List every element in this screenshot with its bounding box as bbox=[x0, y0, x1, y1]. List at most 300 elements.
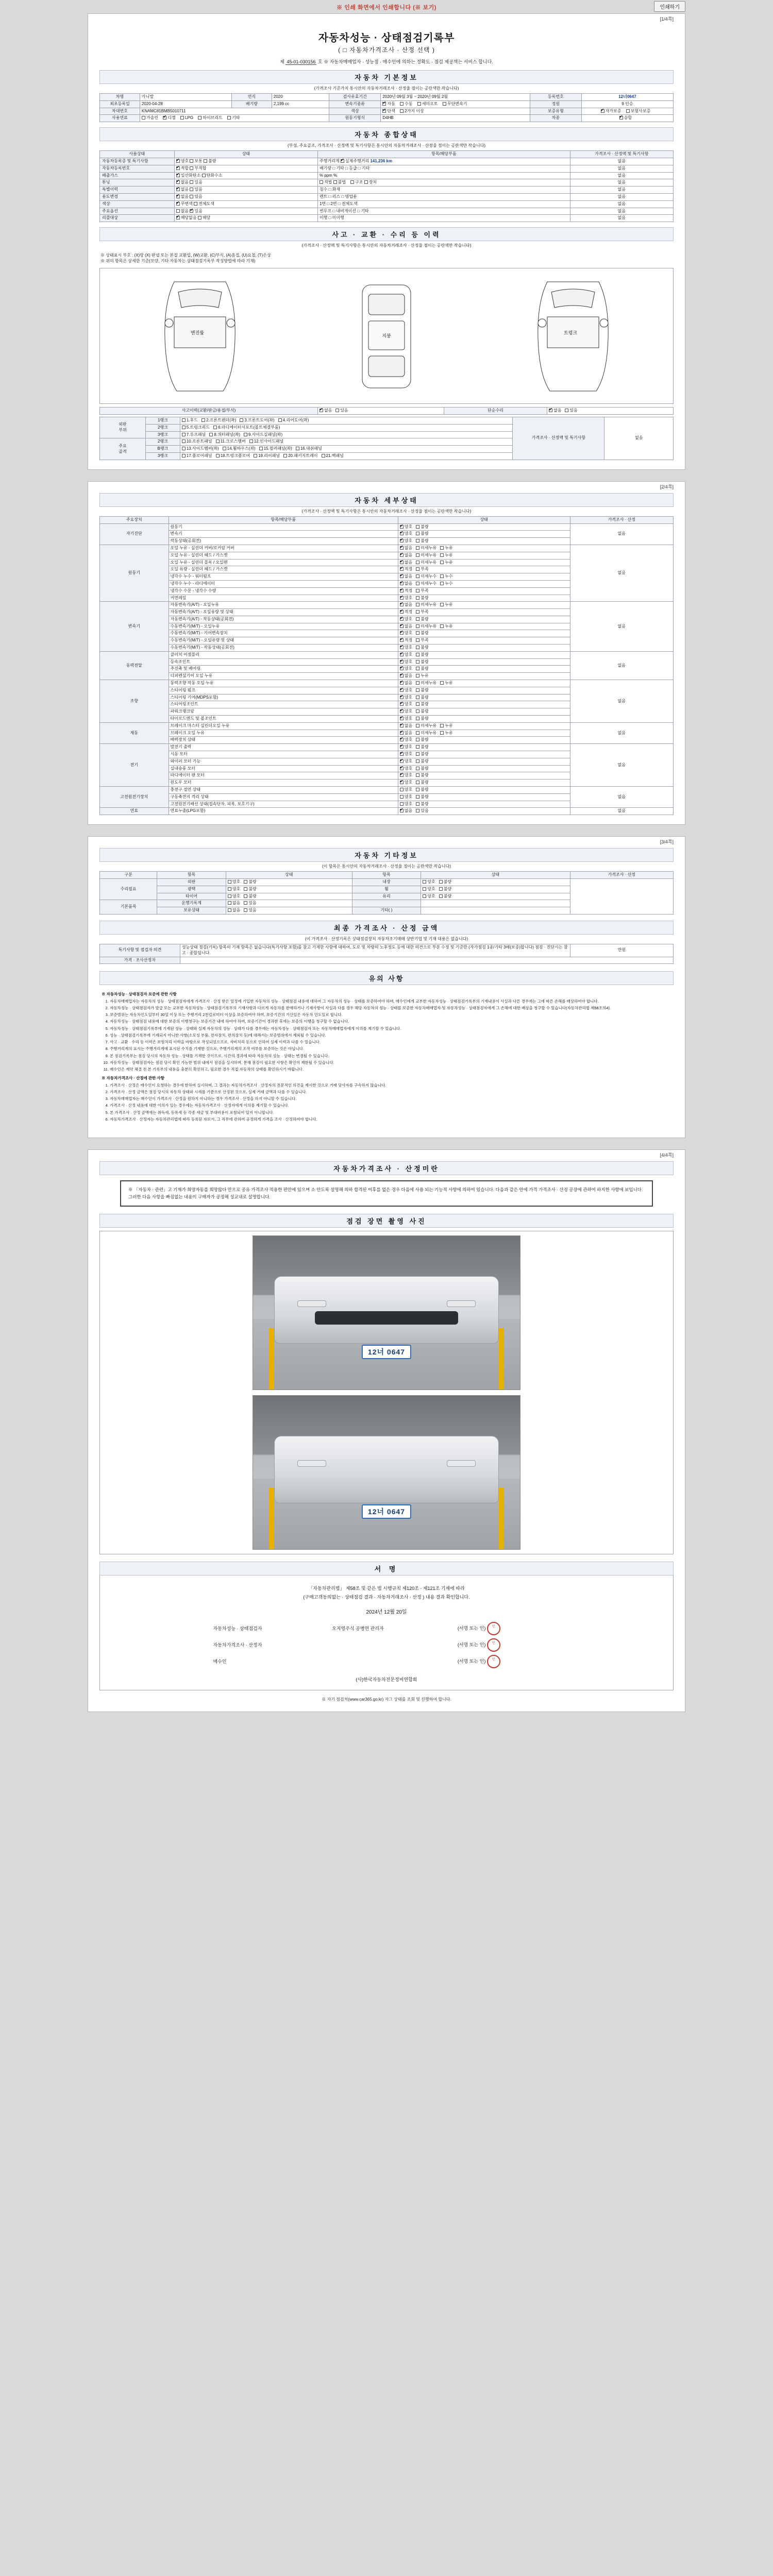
document-number-line bbox=[99, 58, 674, 65]
print-warning-text: ※ 인쇄 화면에서 인쇄합니다 (※ 보기) bbox=[337, 5, 436, 11]
front-photo-grille bbox=[315, 1311, 458, 1325]
detail-item-label: 고전원전기배선 상태(접속단자, 피복, 보호기구) bbox=[169, 801, 398, 808]
signature-company: (사)한국자동차전문정비연합회 bbox=[356, 1677, 417, 1683]
frame-grade-1b: 2랭크 bbox=[146, 424, 180, 431]
detail-header-1: 항목/해당부품 bbox=[169, 516, 398, 523]
detail-header-2: 상태 bbox=[398, 516, 570, 523]
value-first-reg: 2020-04-28 bbox=[140, 100, 231, 108]
doc-no-prefix: 제 bbox=[280, 59, 284, 64]
overall-row-5-note: 없음 bbox=[570, 193, 673, 200]
detail-group-연료: 연료 bbox=[100, 808, 169, 815]
overall-row-4-name: 특별이력 bbox=[100, 187, 175, 194]
detail-item-label: 실내송풍 모터 bbox=[169, 765, 398, 772]
overall-row-7-state[interactable]: 없음 ✔있음 bbox=[174, 208, 317, 215]
rear-photo-plate: 12너 0647 bbox=[362, 1504, 411, 1519]
detail-item-label: 연료누출(LPG포함) bbox=[169, 808, 398, 815]
etc-header-group: 구분 bbox=[100, 872, 157, 879]
notice-item: 2. 가격조사 · 산정 금액은 점검 당시의 자동차 상태와 시세를 기준으로 산정된 것으로, 실제 거래 금액과 다를 수 있습니다. bbox=[110, 1089, 671, 1095]
accident-summary-table bbox=[99, 407, 674, 415]
overall-row-1-name: 자동차등록번호 bbox=[100, 165, 175, 172]
label-inspect-valid: 검사유효기간 bbox=[329, 94, 381, 101]
page-1-number: [1/4쪽] bbox=[660, 16, 674, 22]
detail-item-label: 오일 누유 - 실린더 헤드 / 가스켓 bbox=[169, 552, 398, 559]
detail-item-state[interactable]: ✔ 양호 불량 bbox=[398, 538, 570, 545]
value-color bbox=[381, 108, 530, 115]
front-photo-headlamp-right bbox=[447, 1300, 476, 1307]
detail-item-label: 수동변속기(M/T) - 오일유량 및 상태 bbox=[169, 637, 398, 645]
table-row bbox=[100, 523, 674, 531]
label-seats: 정원 bbox=[530, 100, 581, 108]
detail-item-label: 자동변속기(A/T) - 오일누유 bbox=[169, 602, 398, 609]
cartype-opt-van[interactable]: ✔ 승합 bbox=[619, 115, 632, 121]
detail-group-원동기: 원동기 bbox=[100, 545, 169, 601]
detail-item-state[interactable]: ✔ 없음 미세누유 누유 bbox=[398, 559, 570, 566]
detail-group-제동: 제동 bbox=[100, 722, 169, 743]
overall-row-4-note: 없음 bbox=[570, 187, 673, 194]
etc-table bbox=[99, 871, 674, 914]
etc-header-2: 항목 bbox=[352, 872, 421, 879]
detail-item-label: 디퍼렌셜기어 오일 누유 bbox=[169, 673, 398, 680]
overall-row-0-state[interactable]: ✔ 양호 보통 불량 bbox=[174, 158, 317, 165]
detail-item-state[interactable]: ✔ 없음 미세누수 누수 bbox=[398, 573, 570, 581]
signature-rows bbox=[212, 1620, 561, 1670]
detail-item-label: 오일 유량 - 실린더 헤드 / 가스켓 bbox=[169, 566, 398, 573]
overall-row-0-detail: 주행거리계 ✔실제주행거리 141,236 km bbox=[317, 158, 570, 165]
overall-row-5-state[interactable]: ✔ 없음 있음 bbox=[174, 193, 317, 200]
car-side-left-diagram bbox=[154, 272, 246, 400]
overall-row-8-note: 없음 bbox=[570, 215, 673, 222]
etc-header-3: 상태 bbox=[421, 872, 570, 879]
detail-item-label: 원동기 bbox=[169, 523, 398, 531]
signature-row bbox=[212, 1637, 561, 1653]
overall-row-8-detail: 이행 □ 미이행 bbox=[317, 215, 570, 222]
notice-body bbox=[99, 985, 674, 1128]
detail-item-state[interactable]: ✔ 양호 불량 bbox=[398, 716, 570, 723]
detail-item-label: 스티어링 펌프 bbox=[169, 687, 398, 694]
document-subtitle: ( □ 자동차가격조사 · 산정 선택 ) bbox=[338, 46, 435, 54]
basic-info-table bbox=[99, 93, 674, 122]
etc-item-b-label bbox=[352, 900, 421, 907]
detail-table bbox=[99, 516, 674, 815]
etc-item-b-state[interactable] bbox=[421, 907, 570, 914]
overall-row-1-note: 없음 bbox=[570, 165, 673, 172]
warranty-opt-self[interactable]: ✔ 자가보증 bbox=[601, 109, 621, 114]
detail-item-label: 배력장치 상태 bbox=[169, 737, 398, 744]
transmission-opt-auto[interactable]: ✔ 자동 bbox=[382, 101, 395, 107]
value-displacement: 2,199 cc bbox=[272, 100, 329, 108]
rear-photo-taillamp-right bbox=[447, 1460, 476, 1467]
etc-table-body bbox=[100, 879, 674, 914]
label-car-name: 차명 bbox=[100, 94, 140, 101]
value-fuel bbox=[140, 115, 329, 122]
label-engine: 원동기형식 bbox=[329, 115, 381, 122]
detail-item-label: 클러치 어셈블리 bbox=[169, 651, 398, 658]
notice-item: 3. 보증범위는 자동차인도일부터 30일 이상 또는 주행거리 2천킬로미터 이상을 보증하여야 하며, 보증기간의 기산일은 자동차 인도일로 합니다. bbox=[110, 1012, 671, 1018]
etc-note bbox=[570, 879, 673, 914]
notice-item: 11. 매수인은 계약 체결 전 본 기록부의 내용을 충분히 확인하고, 필요한 경우 직접 자동차의 상태를 확인하시기 바랍니다. bbox=[110, 1066, 671, 1072]
basic-info-subtitle: (가격조사 기준가치 통시안의 자동차거래조사 · 산정율 점이는 공란색만 작습니다) bbox=[314, 86, 459, 91]
detail-item-label: 수동변속기(M/T) - 오일누유 bbox=[169, 623, 398, 630]
detail-item-label: 브레이크 오일 누유 bbox=[169, 730, 398, 737]
etc-item-a-label: 타이어 bbox=[157, 893, 226, 900]
signature-stamp-cell[interactable]: (서명 또는 인) 인 bbox=[457, 1653, 561, 1670]
detail-item-state[interactable]: ✔ 양호 불량 bbox=[398, 708, 570, 716]
detail-item-state[interactable]: ✔ 양호 불량 bbox=[398, 744, 570, 751]
car-diagram bbox=[99, 268, 674, 404]
value-vin: KNAMC81BMB5010711 bbox=[140, 108, 329, 115]
detail-item-label: 타이로드엔드 및 볼조인트 bbox=[169, 716, 398, 723]
notice-section-0-list bbox=[110, 998, 671, 1073]
print-button[interactable]: 인쇄하기 bbox=[654, 1, 685, 12]
overall-row-3-state[interactable]: ✔ 없음 있음 bbox=[174, 179, 317, 187]
overall-row-7-detail: 썬루프 □ 내비게이션 □ 기타 bbox=[317, 208, 570, 215]
detail-item-label: 동력조향 작동 오일 누유 bbox=[169, 680, 398, 687]
frame-group-label-inner: 주요 골격 bbox=[100, 438, 146, 460]
notice-item: 6. 자동차가격조사 · 산정자는 자동차관리법에 따라 등록된 자로서, 그 직무에 관하여 공정하게 가격을 조사 · 산정하여야 합니다. bbox=[110, 1116, 671, 1122]
color-opt-single[interactable]: ✔ 단색 bbox=[382, 109, 395, 114]
signature-row bbox=[212, 1653, 561, 1670]
overall-row-6-name: 색상 bbox=[100, 200, 175, 208]
overall-header-2: 항목/해당부품 bbox=[317, 151, 570, 158]
detail-item-label: 수동변속기(M/T) - 작동상태(공회전) bbox=[169, 645, 398, 652]
detail-item-note: 없음 bbox=[570, 787, 673, 808]
fuel-opt-hybrid[interactable]: 하이브리드 bbox=[198, 115, 223, 121]
front-photo-plate: 12너 0647 bbox=[362, 1345, 411, 1359]
signature-name-value[interactable]: 오지영주식 공병연 관리자 bbox=[332, 1626, 384, 1632]
detail-item-note: 없음 bbox=[570, 744, 673, 787]
table-row bbox=[100, 208, 674, 215]
detail-item-state[interactable]: ✔ 없음 누유 bbox=[398, 673, 570, 680]
etc-item-b-state[interactable]: 양호 불량 bbox=[421, 893, 570, 900]
detail-group-고전원전기장치: 고전원전기장치 bbox=[100, 787, 169, 808]
price-head-note: (이 가격조사 · 산정기록은 상태점검장치 자동차조기매매 상반기업 및 기재 대용은 없습니다) bbox=[305, 936, 468, 941]
etc-item-a-state[interactable]: 양호 불량 bbox=[226, 886, 352, 893]
value-car-name: 카니발 bbox=[140, 94, 231, 101]
transmission-opt-manual[interactable]: 수동 bbox=[400, 101, 412, 107]
basic-info-title: 자동차 기본정보 bbox=[99, 70, 674, 84]
overall-row-8-state[interactable]: ✔ 해당없음 해당 bbox=[174, 215, 317, 222]
table-row bbox=[100, 179, 674, 187]
detail-item-label: 브레이크 마스터 실린더오일 누유 bbox=[169, 722, 398, 730]
etc-item-a-state[interactable]: 양호 불량 bbox=[226, 879, 352, 886]
car-diagram-row bbox=[103, 272, 670, 400]
label-first-reg: 최초등록일 bbox=[100, 100, 140, 108]
stamp-icon: 인 bbox=[487, 1655, 500, 1668]
frame-grade-2-items[interactable]: 10.프론트패널 11.크로스멤버 12.인사이드패널 bbox=[180, 438, 513, 446]
fuel-opt-gasoline[interactable]: 가솔린 bbox=[142, 115, 158, 121]
notice-item: 4. 가격조사 · 산정 내용에 대한 이의가 있는 경우에는 자동차가격조사 · 산정자에게 이의를 제기할 수 있습니다. bbox=[110, 1103, 671, 1108]
page-2-number: [2/4쪽] bbox=[660, 484, 674, 489]
etc-item-b-state[interactable]: 양호 불량 bbox=[421, 886, 570, 893]
accident-sub-panel-value[interactable]: ✔ 없음 있음 bbox=[317, 408, 444, 415]
detail-group-자기진단: 자기진단 bbox=[100, 523, 169, 545]
signature-role-label: 자동차가격조사 · 산정자 bbox=[213, 1642, 262, 1648]
overall-row-7-name: 주요옵션 bbox=[100, 208, 175, 215]
detail-item-state[interactable]: ✔ 양호 불량 bbox=[398, 779, 570, 787]
overall-row-2-name: 배출가스 bbox=[100, 172, 175, 179]
svg-text:트렁크: 트렁크 bbox=[563, 330, 577, 336]
accident-legend-line-1: ※ 상태표시 부호 : (X)랑 (X) 판넬 또는 본질 교환입, (W)교환, (C)부식, (A)흠집, (U)요철, (T)손상 bbox=[100, 253, 271, 258]
transmission-opt-semi[interactable]: 세미오토 bbox=[417, 101, 438, 107]
notice-item: 5. 자동차성능 · 상태점검기록부에 기재된 성능 · 상태와 실제 자동차의 성능 · 상태가 다를 경우에는 자동차성능 · 상태점검자 또는 자동차매매업자에게 이의를 제기할 수 있습니다. bbox=[110, 1026, 671, 1031]
label-reg-no: 등록번호 bbox=[530, 94, 581, 101]
detail-item-state[interactable]: ✔ 양호 불량 bbox=[398, 616, 570, 623]
etc-group-기본품목: 기본품목 bbox=[100, 900, 157, 914]
notice-item: 1. 가격조사 · 산정은 매수인이 요청하는 경우에 한하여 실시하며, 그 결과는 자동차가격조사 · 산정자의 전문적인 의견을 제시한 것으로 거래 당사자를 구속하지 않습니다. bbox=[110, 1082, 671, 1088]
signature-name-value[interactable] bbox=[331, 1653, 457, 1670]
doc-no-value: 45-01-030156 bbox=[287, 59, 316, 64]
etc-subtitle: (이 항목은 통시안의 자동차거래조사 · 산정율 점이는 공란색만 작습니다) bbox=[322, 864, 451, 869]
value-transmission bbox=[381, 100, 530, 108]
overall-row-1-state[interactable]: ✔ 적합 부적합 bbox=[174, 165, 317, 172]
accident-simple-label: 단순수리 bbox=[444, 408, 547, 415]
detail-item-label: 윈도우 모터 bbox=[169, 779, 398, 787]
detail-item-state[interactable]: ✔ 적정 부족 bbox=[398, 609, 570, 616]
overall-header-1: 상태 bbox=[174, 151, 317, 158]
stamp-icon: 인 bbox=[487, 1622, 500, 1635]
etc-item-b-state[interactable] bbox=[421, 900, 570, 907]
detail-item-label: 라디에이터 팬 모터 bbox=[169, 772, 398, 779]
value-year: 2020 bbox=[272, 94, 329, 101]
overall-row-8-name: 리콜대상 bbox=[100, 215, 175, 222]
notice-item: 4. 자동차성능 · 상태점검 내용에 대한 보증의 이행청구는 보증기간 내에 하여야 하며, 보증기간이 경과한 후에는 보증의 이행을 청구할 수 없습니다. bbox=[110, 1019, 671, 1024]
notice-item: 9. 본 점검기록부는 점검 당시의 자동차 성능 · 상태를 기재한 것이므로, 시간의 경과에 따라 자동차의 성능 · 상태는 변경될 수 있습니다. bbox=[110, 1053, 671, 1059]
page-3 bbox=[88, 836, 685, 1138]
frame-grade-1b-items[interactable]: 5.트렁크리드 6.라디에이터서포트(볼트체결부품) bbox=[180, 424, 513, 431]
overall-header-0: 사용상태 bbox=[100, 151, 175, 158]
table-row bbox=[100, 787, 674, 794]
detail-group-조향: 조향 bbox=[100, 680, 169, 723]
notice-item: 2. 자동차성능 · 상태점검자가 발급 또는 교부한 자동차성능 · 상태점검기록부의 기재사항과 다르게 자동차를 판매하거나 기재사항이 사실과 다를 경우 해당 자동차의 성능 · 상태를 보증한 자동차매매업자 및 자동차성능 · 상태점검자에게 그 손해에 대한 배상을 청구할 수 있습니다(자동차관리법 제58조의4). bbox=[110, 1005, 671, 1011]
etc-header-0: 항목 bbox=[157, 872, 226, 879]
rear-photo-lift-left bbox=[269, 1488, 274, 1549]
label-year: 연식 bbox=[231, 94, 272, 101]
detail-item-state[interactable]: ✔ 양호 불량 bbox=[398, 772, 570, 779]
overall-row-0-name: 자동차등록증 및 특기사항 bbox=[100, 158, 175, 165]
overall-row-0-note: 없음 bbox=[570, 158, 673, 165]
detail-title: 자동차 세부상태 bbox=[99, 493, 674, 507]
detail-item-state[interactable]: ✔ 적정 부족 bbox=[398, 637, 570, 645]
table-row bbox=[100, 651, 674, 658]
overall-subtitle: (부성, 주요골조, 가격조사 · 산정액 및 특기사항은 통시안의 자동차거래조사 · 산정율 점이는 공란색만 작습니다) bbox=[287, 143, 486, 148]
frame-grade-2b-items[interactable]: 13.사이드멤버(좌) 14.휠하우스(좌) 15.필러패널(좌) 16.대쉬패널 bbox=[180, 446, 513, 453]
page-3-number: [3/4쪽] bbox=[660, 839, 674, 845]
detail-item-state[interactable]: 양호 불량 bbox=[398, 801, 570, 808]
detail-item-label: 충전구 절연 상태 bbox=[169, 787, 398, 794]
label-warranty: 보증유형 bbox=[530, 108, 581, 115]
page-2 bbox=[88, 481, 685, 825]
etc-item-b-label: 기타( ) bbox=[352, 907, 421, 914]
etc-item-b-state[interactable]: 양호 불량 bbox=[421, 879, 570, 886]
detail-item-state[interactable]: 양호 불량 bbox=[398, 787, 570, 794]
rear-photo bbox=[253, 1395, 520, 1550]
detail-item-label: 구동축전지 격리 상태 bbox=[169, 793, 398, 801]
detail-item-state[interactable]: ✔ 없음 미세누유 누유 bbox=[398, 730, 570, 737]
price-total-value: 만원 bbox=[570, 944, 673, 957]
detail-header-0: 주요장치 bbox=[100, 516, 169, 523]
top-toolbar bbox=[88, 0, 685, 13]
detail-group-전기: 전기 bbox=[100, 744, 169, 787]
detail-item-state[interactable]: ✔ 양호 불량 bbox=[398, 701, 570, 708]
frame-grade-1: 1랭크 bbox=[146, 417, 180, 424]
stamp-icon: 인 bbox=[487, 1638, 500, 1652]
overall-row-3-detail: 적법 불법 구조 장치 bbox=[317, 179, 570, 187]
page-4-number: [4/4쪽] bbox=[660, 1153, 674, 1158]
mileage-value: 141,236 km bbox=[370, 158, 393, 163]
detail-item-label: 냉각수 누수 - 워터펌프 bbox=[169, 573, 398, 581]
detail-item-state[interactable]: ✔ 없음 미세누유 누유 bbox=[398, 552, 570, 559]
etc-item-a-state[interactable]: 양호 불량 bbox=[226, 893, 352, 900]
etc-item-a-state[interactable]: 없음 있음 bbox=[226, 900, 352, 907]
doc-no-suffix: 호 ※ 자동차매매업자 · 성능점 · 매수인에 의하는 정확도 · 점검 제공책는 서비스 합니다. bbox=[317, 59, 493, 64]
notice-item: 8. 주행거리계의 표시는 주행거리계에 표시된 수치를 기재한 것으로, 주행거리계의 조작 여부를 보증하는 것은 아닙니다. bbox=[110, 1046, 671, 1052]
detail-item-note: 없음 bbox=[570, 523, 673, 545]
signature-role-label: 매수인 bbox=[213, 1659, 227, 1665]
frame-grade-1-items[interactable]: 1.후드 2.프론트펜더(좌) 3.프론트도어(좌) 4.리어도어(좌) bbox=[180, 417, 513, 424]
signature-stamp-cell[interactable]: (서명 또는 인) 인 bbox=[457, 1637, 561, 1653]
label-car-type: 차종 bbox=[530, 115, 581, 122]
etc-item-a-state[interactable]: 없음 있음 bbox=[226, 907, 352, 914]
selection-warning-box bbox=[120, 1180, 653, 1207]
overall-row-3-note: 없음 bbox=[570, 179, 673, 187]
detail-item-label: 냉각수 누수 - 라디에이터 bbox=[169, 580, 398, 587]
detail-item-label: 발전기 출력 bbox=[169, 744, 398, 751]
detail-item-note: 없음 bbox=[570, 680, 673, 723]
detail-item-state[interactable]: ✔ 양호 불량 bbox=[398, 630, 570, 637]
detail-item-state[interactable]: ✔ 양호 불량 bbox=[398, 765, 570, 772]
detail-item-label: 자동변속기(A/T) - 오일유량 및 상태 bbox=[169, 609, 398, 616]
detail-item-state[interactable]: ✔ 없음 미세누유 누유 bbox=[398, 680, 570, 687]
table-row bbox=[100, 680, 674, 687]
etc-item-a-label: 보유상태 bbox=[157, 907, 226, 914]
warranty-opt-ins[interactable]: 보험사보증 bbox=[626, 109, 651, 114]
frame-grade-2: 2랭크 bbox=[146, 438, 180, 446]
table-row bbox=[100, 215, 674, 222]
detail-item-label: 변속기 bbox=[169, 531, 398, 538]
car-front-diagram bbox=[348, 272, 425, 400]
notice-item: 3. 자동차매매업자는 매수인이 가격조사 · 산정을 원하지 아니하는 경우 가격조사 · 산정을 하지 아니할 수 있습니다. bbox=[110, 1096, 671, 1101]
table-row bbox=[100, 193, 674, 200]
signature-body bbox=[99, 1575, 674, 1690]
detail-item-state[interactable]: ✔ 없음 있음 bbox=[398, 808, 570, 815]
frame-grade-1c-items[interactable]: 7.루프패널 8.쿼터패널(좌) 9.사이드실패널(좌) bbox=[180, 431, 513, 438]
accident-legend-line-2: ※ 위의 항목은 상세한 기준(모양, 기타 자동차는 상태점검기록부 작성방법에 따라 기재) bbox=[100, 259, 256, 264]
detail-item-state[interactable]: ✔ 양호 불량 bbox=[398, 758, 570, 765]
overall-row-6-state[interactable]: ✔ 무변색 전체도색 bbox=[174, 200, 317, 208]
fuel-opt-diesel[interactable]: ✔ 디젤 bbox=[163, 115, 175, 121]
detail-group-동력전달: 동력전달 bbox=[100, 651, 169, 680]
table-row bbox=[100, 602, 674, 609]
detail-item-state[interactable]: ✔ 없음 미세누수 누수 bbox=[398, 580, 570, 587]
overall-row-6-note: 없음 bbox=[570, 200, 673, 208]
overall-row-2-detail: % ppm % bbox=[317, 172, 570, 179]
front-photo-headlamp-left bbox=[297, 1300, 326, 1307]
detail-item-state[interactable]: ✔ 양호 불량 bbox=[398, 645, 570, 652]
value-warranty bbox=[581, 108, 673, 115]
label-color: 색상 bbox=[329, 108, 381, 115]
detail-item-state[interactable]: ✔ 양호 불량 bbox=[398, 531, 570, 538]
accident-note-value: 없음 bbox=[604, 417, 674, 460]
frame-grade-3-items[interactable]: 17.플로어패널 18.트렁크플로어 19.리어패널 20.패키지트레이 21.백패널 bbox=[180, 452, 513, 460]
overall-row-1-detail: 배기량 □ 기타 □ 등급 □ 기타 bbox=[317, 165, 570, 172]
value-engine: D4HB bbox=[381, 115, 530, 122]
detail-item-state[interactable]: ✔ 양호 불량 bbox=[398, 651, 570, 658]
detail-item-label: 오일 누유 - 실린더 커버/로커암 커버 bbox=[169, 545, 398, 552]
signature-stamp-cell[interactable]: (서명 또는 인) 인 bbox=[457, 1620, 561, 1637]
accident-title: 사고 · 교환 · 수리 등 이력 bbox=[99, 227, 674, 241]
label-transmission: 변속기종류 bbox=[329, 100, 381, 108]
accident-simple-value[interactable]: ✔ 없음 있음 bbox=[547, 408, 674, 415]
page-4 bbox=[88, 1149, 685, 1712]
signature-name-value[interactable] bbox=[331, 1637, 457, 1653]
signature-line-1: 「자동차관리법」 제58조 및 같은 법 시행규칙 제120조 · 제121조 기재에 따라 bbox=[308, 1586, 465, 1591]
detail-item-state[interactable]: ✔ 양호 불량 bbox=[398, 658, 570, 666]
detail-item-state[interactable]: 양호 불량 bbox=[398, 793, 570, 801]
price-assessor-value[interactable] bbox=[180, 957, 673, 964]
table-row bbox=[100, 172, 674, 179]
etc-item-b-label: 휠 bbox=[352, 886, 421, 893]
etc-item-a-label: 외판 bbox=[157, 879, 226, 886]
photos-title: 점검 장면 촬영 사진 bbox=[99, 1214, 674, 1228]
color-opt-dual[interactable]: 2가지 이상 bbox=[400, 109, 424, 114]
front-photo-carbody bbox=[274, 1276, 498, 1344]
overall-title: 자동차 종합상태 bbox=[99, 127, 674, 141]
overall-row-6-detail: 1면 □ 2면 □ 전체도색 bbox=[317, 200, 570, 208]
page-1 bbox=[88, 13, 685, 470]
overall-row-2-state[interactable]: ✔ 일산화탄소 탄화수소 bbox=[174, 172, 317, 179]
fuel-opt-etc[interactable]: 기타 bbox=[227, 115, 240, 121]
detail-item-state[interactable]: ✔ 적정 부족 bbox=[398, 587, 570, 595]
detail-header-3: 가격조사 · 산정 bbox=[570, 516, 673, 523]
notice-item: 10. 자동차성능 · 상태점검자는 점검 당시 확인 가능한 범위 내에서 점검을 실시하며, 분해 점검이 필요한 사항은 확인이 제한될 수 있습니다. bbox=[110, 1060, 671, 1065]
detail-item-state[interactable]: ✔ 없음 미세누유 누유 bbox=[398, 545, 570, 552]
detail-item-state[interactable]: ✔ 양호 불량 bbox=[398, 595, 570, 602]
detail-item-state[interactable]: ✔ 양호 불량 bbox=[398, 687, 570, 694]
table-row bbox=[100, 545, 674, 552]
detail-item-state[interactable]: ✔ 양호 불량 bbox=[398, 751, 570, 758]
signature-date: 2024년 12월 20일 bbox=[366, 1609, 407, 1616]
table-row bbox=[100, 187, 674, 194]
detail-item-state[interactable]: ✔ 없음 미세누유 누유 bbox=[398, 623, 570, 630]
detail-item-label: 자동변속기(A/T) - 작동상태(공회전) bbox=[169, 616, 398, 623]
detail-item-state[interactable]: ✔ 양호 불량 bbox=[398, 694, 570, 701]
etc-item-a-label: 운행기록계 bbox=[157, 900, 226, 907]
detail-item-label: 커먼레일 bbox=[169, 595, 398, 602]
detail-item-state[interactable]: ✔ 없음 미세누유 누유 bbox=[398, 722, 570, 730]
transmission-opt-cvt[interactable]: 무단변속기 bbox=[443, 101, 467, 107]
price-label-special: 특기사항 및 점검자 의견 bbox=[100, 944, 180, 957]
etc-group-수리필요: 수리필요 bbox=[100, 879, 157, 900]
overall-row-3-name: 튜닝 bbox=[100, 179, 175, 187]
etc-header-1: 상태 bbox=[226, 872, 352, 879]
label-displacement: 배기량 bbox=[231, 100, 272, 108]
detail-item-state[interactable]: ✔ 적정 부족 bbox=[398, 566, 570, 573]
detail-item-note: 없음 bbox=[570, 651, 673, 680]
detail-item-state[interactable]: ✔ 없음 미세누유 누유 bbox=[398, 602, 570, 609]
detail-item-state[interactable]: ✔ 양호 불량 bbox=[398, 666, 570, 673]
detail-item-label: 스티어링 기어(MDPS포함) bbox=[169, 694, 398, 701]
detail-item-note: 없음 bbox=[570, 808, 673, 815]
overall-row-4-state[interactable]: ✔ 없음 있음 bbox=[174, 187, 317, 194]
fuel-opt-lpg[interactable]: LPG bbox=[180, 115, 193, 121]
detail-item-state[interactable]: ✔ 양호 불량 bbox=[398, 737, 570, 744]
detail-item-label: 와이퍼 모터 기능 bbox=[169, 758, 398, 765]
front-photo bbox=[253, 1235, 520, 1390]
etc-item-b-label: 유리 bbox=[352, 893, 421, 900]
detail-item-state[interactable]: ✔ 양호 불량 bbox=[398, 523, 570, 531]
detail-item-note: 없음 bbox=[570, 602, 673, 652]
table-row bbox=[100, 200, 674, 208]
